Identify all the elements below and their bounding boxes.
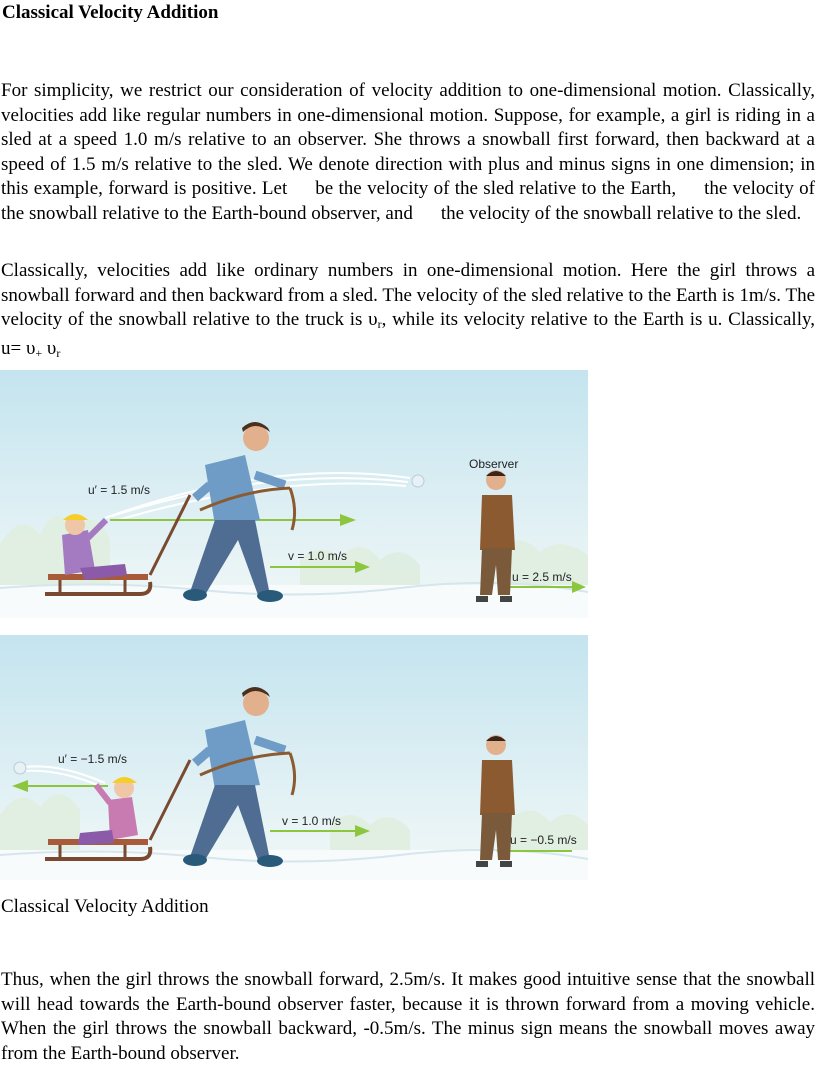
snowball: [412, 475, 424, 487]
paragraph-intro: [1, 79, 815, 227]
u-label: u = −0.5 m/s: [510, 833, 577, 847]
page-title: Classical Velocity Addition: [2, 2, 219, 23]
classical-text-mid: , while its velocity relative to the Earth is u. Classically, u= υ: [1, 309, 816, 359]
u-prime-label: u′ = −1.5 m/s: [58, 752, 127, 766]
observer-label: Observer: [469, 457, 519, 471]
intro-text-c: the velocity of the snowball relative to the Earth-bound observer, and: [1, 178, 815, 224]
sub-plus: +: [35, 345, 43, 360]
snowball: [14, 762, 26, 774]
paragraph-conclusion: Thus, when the girl throws the snowball forward, 2.5m/s. It makes good intuitive sense that the snowball will head towards the Earth-bound observer faster, because it is thrown forward from a moving vehicle. When the girl throws the snowball backward, -0.5m/s. The minus sign means the snowball moves away from the Earth-bound observer.: [1, 969, 815, 1064]
intro-text-a: For simplicity, we restrict our consideration of velocity addition to one-dimensional motion. Classically, velocities add like regular numbers in one-dimensional motion. Suppose, for example, a girl is riding in a sled at a speed 1.0 m/s relative to an observer. She throws a snowball first forward, then backward at a speed of 1.5 m/s relative to the sled. We denote direction with plus and minus signs in one dimension; in this example, forward is positive. Let: [1, 80, 815, 200]
intro-text-d: the velocity of the snowball relative to the sled.: [440, 202, 802, 224]
sub-r-1: r: [377, 317, 382, 332]
figure-forward-throw: [0, 370, 588, 618]
v-label: v = 1.0 m/s: [282, 814, 342, 828]
v-label: v = 1.0 m/s: [288, 549, 348, 563]
paragraph-classical: [1, 259, 815, 365]
classical-text: Classically, velocities add like ordinary numbers in one-dimensional motion. Here the girl throws a snowball forward and then backward from a sled. The velocity of the sled relative to the Earth is 1m/s. The velocity of the snowball relative to the truck is υ: [1, 260, 815, 331]
sub-r-2: r: [56, 345, 61, 360]
intro-text-b: be the velocity of the sled relative to the Earth,: [315, 178, 677, 200]
figure-backward-throw: [0, 635, 588, 880]
u-prime-label: u′ = 1.5 m/s: [88, 483, 150, 497]
u-label: u = 2.5 m/s: [512, 570, 572, 584]
figure-caption: Classical Velocity Addition: [1, 896, 209, 917]
classical-text-mid2: υ: [42, 337, 57, 359]
